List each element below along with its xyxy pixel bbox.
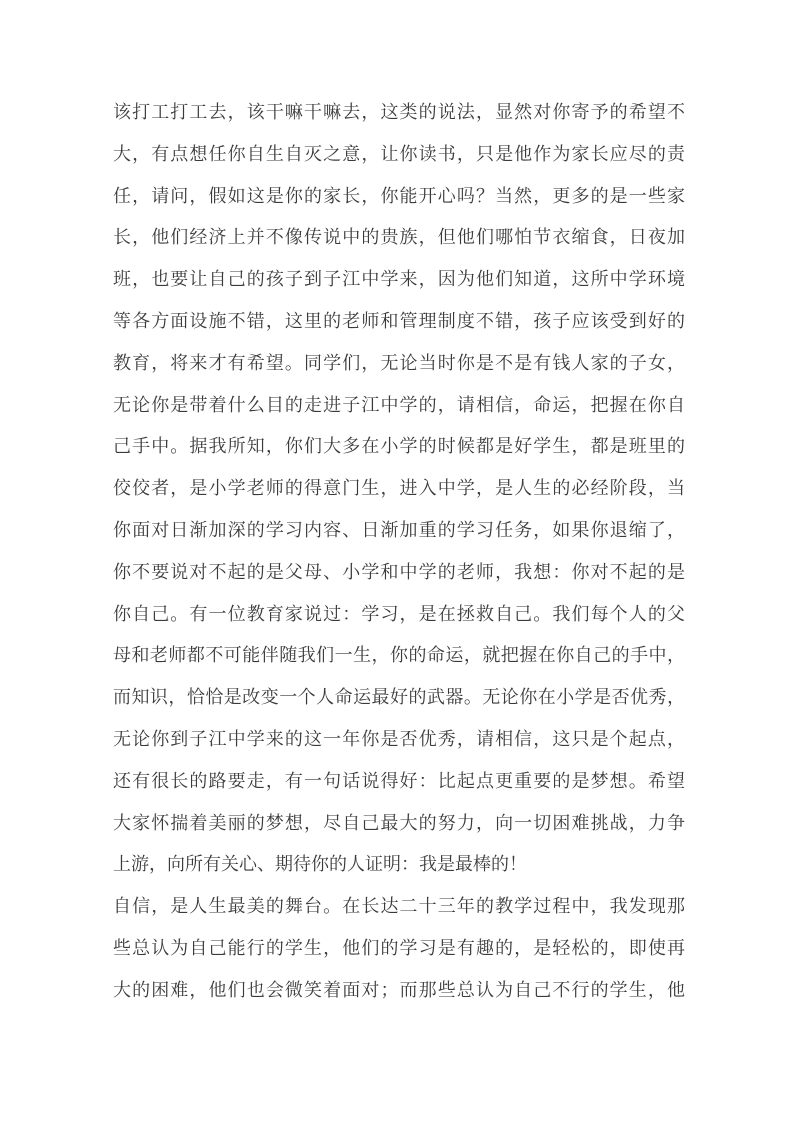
- text-line: 大家怀揣着美丽的梦想，尽自己最大的努力，向一切困难挑战，力争: [113, 812, 685, 833]
- text-line: 无论你是带着什么目的走进子江中学的，请相信，命运，把握在你自: [113, 394, 685, 415]
- text-line: 该打工打工去，该干嘛干嘛去，这类的说法，显然对你寄予的希望不: [113, 102, 685, 122]
- text-line: 等各方面设施不错，这里的老师和管理制度不错，孩子应该受到好的: [113, 310, 685, 331]
- text-line: 无论你到子江中学来的这一年你是否优秀，请相信，这只是个起点，: [113, 728, 685, 749]
- text-line: 你面对日渐加深的学习内容、日渐加重的学习任务，如果你退缩了，: [113, 519, 685, 540]
- text-line: 长，他们经济上并不像传说中的贵族，但他们哪怕节衣缩食，日夜加: [113, 227, 685, 248]
- text-line: 母和老师都不可能伴随我们一生，你的命运，就把握在你自己的手中，: [113, 645, 685, 666]
- text-line: 你不要说对不起的是父母、小学和中学的老师，我想：你对不起的是: [113, 561, 685, 582]
- text-line: 自信，是人生最美的舞台。在长达二十三年的教学过程中，我发现那: [113, 896, 685, 917]
- text-line: 大，有点想任你自生自灭之意，让你读书，只是他作为家长应尽的责: [113, 143, 685, 164]
- text-line: 教育，将来才有希望。同学们，无论当时你是不是有钱人家的子女，: [113, 352, 685, 373]
- document-text-body: [113, 92, 685, 1012]
- text-line: 班，也要让自己的孩子到子江中学来，因为他们知道，这所中学环境: [113, 269, 685, 290]
- paragraph-2: [113, 886, 685, 1011]
- paragraph-1: [113, 92, 685, 886]
- text-line: 佼佼者，是小学老师的得意门生，进入中学，是人生的必经阶段，当: [113, 478, 685, 499]
- text-line: 还有很长的路要走，有一句话说得好：比起点更重要的是梦想。希望: [113, 770, 685, 791]
- text-line: 己手中。据我所知，你们大多在小学的时候都是好学生，都是班里的: [113, 436, 685, 457]
- text-line: 任，请问，假如这是你的家长，你能开心吗？当然，更多的是一些家: [113, 185, 685, 206]
- text-line: 你自己。有一位教育家说过：学习，是在拯救自己。我们每个人的父: [113, 603, 685, 624]
- text-line: 些总认为自己能行的学生，他们的学习是有趣的，是轻松的，即使再: [113, 937, 685, 958]
- text-line: 而知识，恰恰是改变一个人命运最好的武器。无论你在小学是否优秀，: [113, 687, 685, 708]
- text-line: 上游，向所有关心、期待你的人证明：我是最棒的！: [113, 854, 527, 875]
- text-line: 大的困难，他们也会微笑着面对；而那些总认为自己不行的学生，他: [113, 979, 685, 1000]
